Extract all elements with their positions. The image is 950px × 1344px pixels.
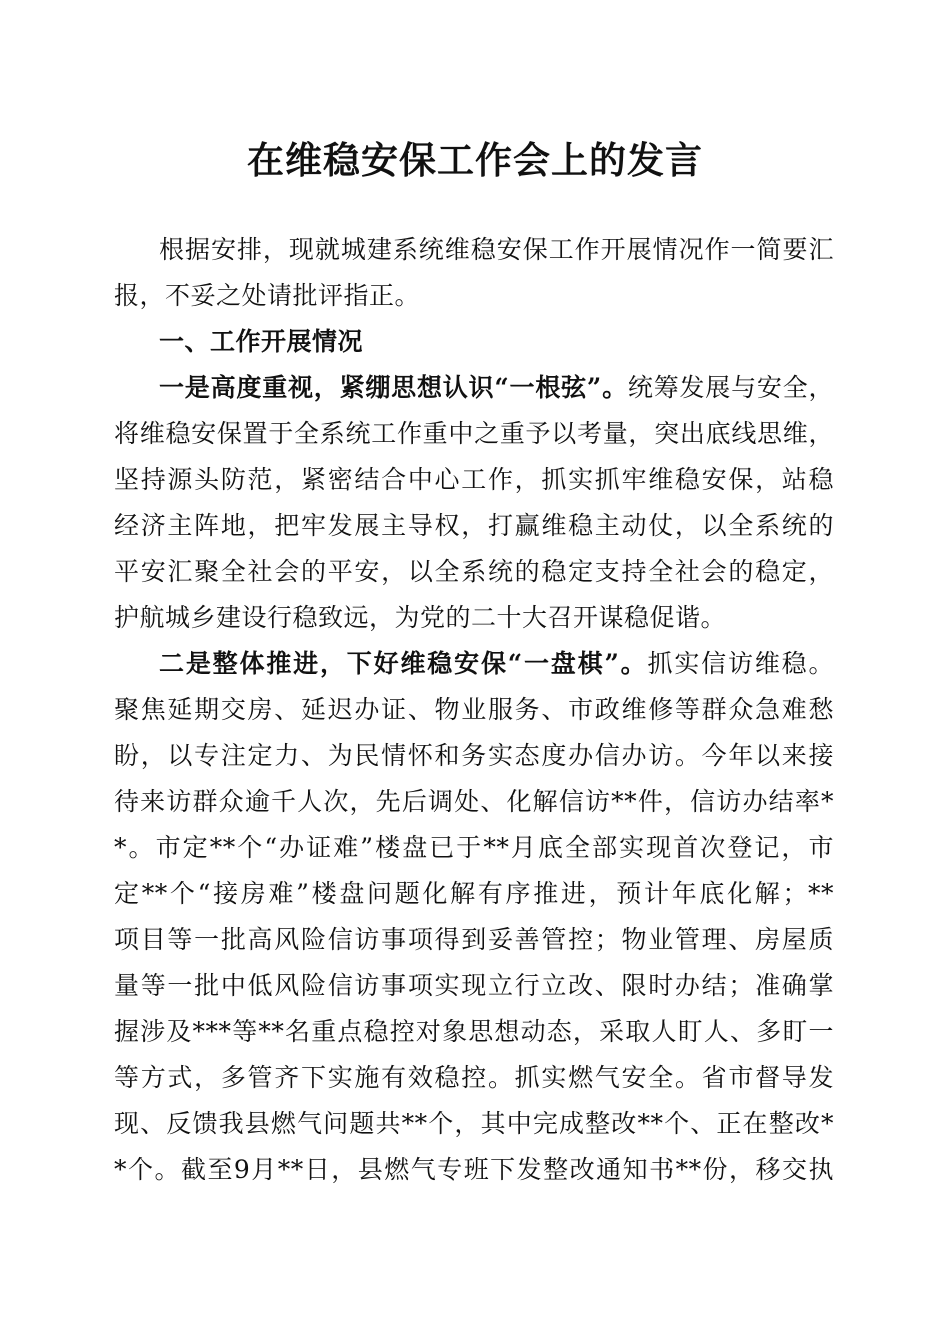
item-2-line-2: 聚焦延期交房、延迟办证、物业服务、市政维修等群众急难愁 bbox=[114, 695, 834, 724]
item-1-line-5: 平安汇聚全社会的平安，以全系统的稳定支持全社会的稳定， bbox=[114, 557, 834, 586]
item-1-lead: 一是高度重视，紧绷思想认识“一根弦”。 bbox=[159, 373, 628, 402]
item-1-line-3: 坚持源头防范，紧密结合中心工作，抓实抓牢维稳安保，站稳 bbox=[114, 465, 834, 494]
item-2-line-9: 握涉及***等**名重点稳控对象思想动态，采取人盯人、多盯一 bbox=[114, 1017, 834, 1046]
item-2-line-8: 量等一批中低风险信访事项实现立行立改、限时办结；准确掌 bbox=[114, 971, 834, 1000]
item-2-line-3: 盼，以专注定力、为民情怀和务实态度办信办访。今年以来接 bbox=[114, 741, 834, 770]
item-1-text: 统筹发展与安全， bbox=[627, 373, 834, 402]
item-1-line-6: 护航城乡建设行稳致远，为党的二十大召开谋稳促谐。 bbox=[114, 603, 727, 632]
section-heading: 一、工作开展情况 bbox=[159, 327, 364, 356]
item-2-line-5: *。市定**个“办证难”楼盘已于**月底全部实现首次登记，市 bbox=[114, 833, 834, 862]
document-title: 在维稳安保工作会上的发言 bbox=[247, 138, 703, 182]
item-2-line-12: *个。截至9月**日，县燃气专班下发整改通知书**份，移交执 bbox=[114, 1155, 834, 1184]
item-2-line-4: 待来访群众逾千人次，先后调处、化解信访**件，信访办结率* bbox=[114, 787, 834, 816]
item-2-line-10: 等方式，多管齐下实施有效稳控。抓实燃气安全。省市督导发 bbox=[114, 1063, 834, 1092]
intro-line-1: 根据安排，现就城建系统维稳安保工作开展情况作一简要汇 bbox=[159, 235, 834, 264]
item-2-text: 抓实信访维稳。 bbox=[647, 649, 834, 678]
item-2-line-1 bbox=[159, 642, 834, 686]
intro-line-2: 报，不妥之处请批评指正。 bbox=[114, 281, 421, 310]
item-2-lead: 二是整体推进，下好维稳安保“一盘棋”。 bbox=[159, 649, 648, 678]
item-1-line-1 bbox=[159, 366, 834, 410]
item-2-line-6: 定**个“接房难”楼盘问题化解有序推进，预计年底化解；** bbox=[114, 879, 834, 908]
item-1-line-2: 将维稳安保置于全系统工作重中之重予以考量，突出底线思维， bbox=[114, 419, 834, 448]
item-2-line-7: 项目等一批高风险信访事项得到妥善管控；物业管理、房屋质 bbox=[114, 925, 834, 954]
item-2-line-11: 现、反馈我县燃气问题共**个，其中完成整改**个、正在整改* bbox=[114, 1109, 834, 1138]
item-1-line-4: 经济主阵地，把牢发展主导权，打赢维稳主动仗，以全系统的 bbox=[114, 511, 834, 540]
